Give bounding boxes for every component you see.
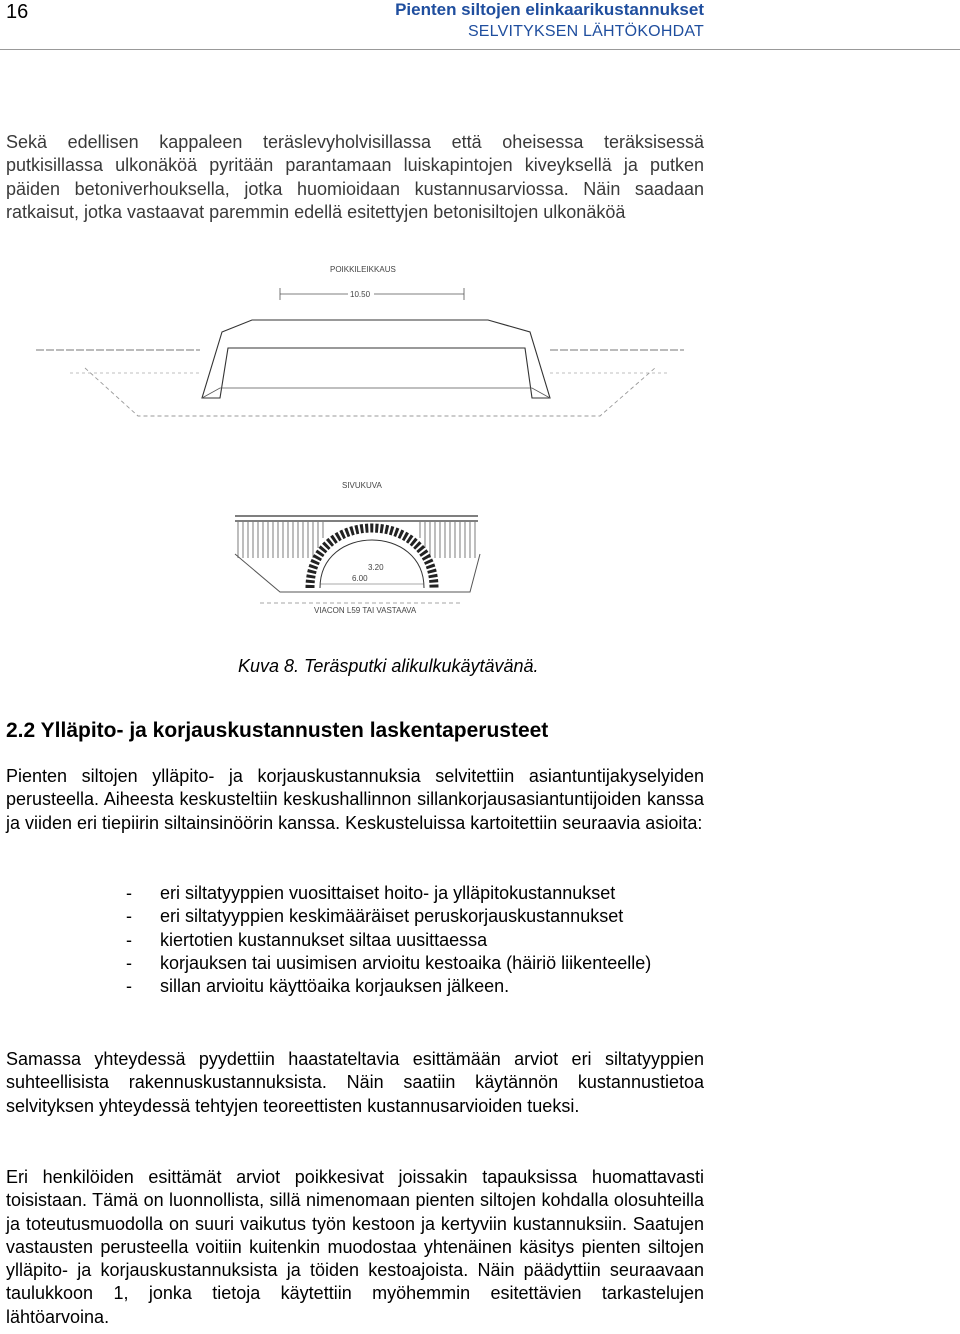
list-marker: - — [126, 976, 132, 997]
body-paragraph-interviews: Samassa yhteydessä pyydettiin haastateltavia esittämään arviot eri siltatyyppien suhteellisista rakennuskustannuksista. Näin saatiin käytännön kustannustietoa selvityksen yhteydessä tehtyjen teoreettisten kustannusarvioiden tueksi. — [6, 1049, 704, 1116]
list-marker: - — [126, 929, 132, 950]
body-paragraph-conclusion: Eri henkilöiden esittämät arviot poikkesivat joissakin tapauksissa huomattavasti toisistaan. Tämä on luonnollista, sillä nimenomaan pienten siltojen kohdalla olosuhteilla ja toteutusmuodolla on suuri vaikutus työn kestoon ja kertyviin kustannuksiin. Saatujen vastausten perusteella voitiin kuitenkin muodostaa yhtenäinen käsitys pienten siltojen ylläpito- ja korjauskustannuksista ja töiden kestoajoista. Näin päädyttiin seuraavaan taulukkoon 1, jonka tietoja käytettiin myöhemmin esitettävien tarkastelujen lähtöarvoina. — [6, 1167, 704, 1327]
height-dimension: 3.20 — [368, 563, 384, 572]
product-label: VIACON L59 TAI VASTAAVA — [314, 606, 417, 615]
page-number: 16 — [6, 1, 29, 23]
width-dimension: 10.50 — [350, 290, 371, 299]
list-item: - korjauksen tai uusimisen arvioitu kestoaika (häiriö liikenteelle) — [126, 952, 704, 975]
figure-caption: Kuva 8. Teräsputki alikulkukäytävänä. — [238, 656, 539, 676]
list-marker: - — [126, 906, 132, 927]
section-label: POIKKILEIKKAUS — [330, 265, 396, 274]
span-dimension: 6.00 — [352, 574, 368, 583]
bridge-technical-drawing — [30, 258, 690, 618]
running-header-title: Pienten siltojen elinkaarikustannukset — [395, 0, 704, 19]
running-header-subtitle: SELVITYKSEN LÄHTÖKOHDAT — [467, 23, 704, 40]
list-item: - sillan arvioitu käyttöaika korjauksen jälkeen. — [126, 975, 704, 998]
list-item: - kiertotien kustannukset siltaa uusittaessa — [126, 929, 704, 952]
body-paragraph-method: Pienten siltojen ylläpito- ja korjauskustannuksia selvitettiin asiantuntijakyselyiden perusteella. Aiheesta keskusteltiin keskushallinnon sillankorjausasiantuntijoiden kanssa ja viiden eri tiepiirin siltainsinöörin kanssa. Keskusteluissa kartoitettiin seuraavia asioita: — [6, 766, 704, 833]
list-item: - eri siltatyyppien keskimääräiset peruskorjauskustannukset — [126, 905, 704, 928]
list-marker: - — [126, 952, 132, 973]
header-divider — [0, 49, 960, 50]
body-paragraph-intro: Sekä edellisen kappaleen teräslevyholvisillassa että oheisessa teräksisessä putkisillassa ulkonäköä pyritään parantamaan luiskapintojen kiveyksellä ja putken päiden betoniverhouksella, jotka huomioidaan kustannusarviossa. Näin saadaan ratkaisut, jotka vastaavat paremmin edellä esitettyjen betonisiltojen ulkonäköä — [6, 132, 704, 222]
list-marker: - — [126, 883, 132, 903]
topic-list — [126, 882, 704, 998]
section-heading: 2.2 Ylläpito- ja korjauskustannusten laskentaperusteet — [6, 719, 549, 742]
list-item: - eri siltatyyppien vuosittaiset hoito- ja ylläpitokustannukset — [126, 882, 704, 905]
side-view-label: SIVUKUVA — [342, 481, 382, 490]
